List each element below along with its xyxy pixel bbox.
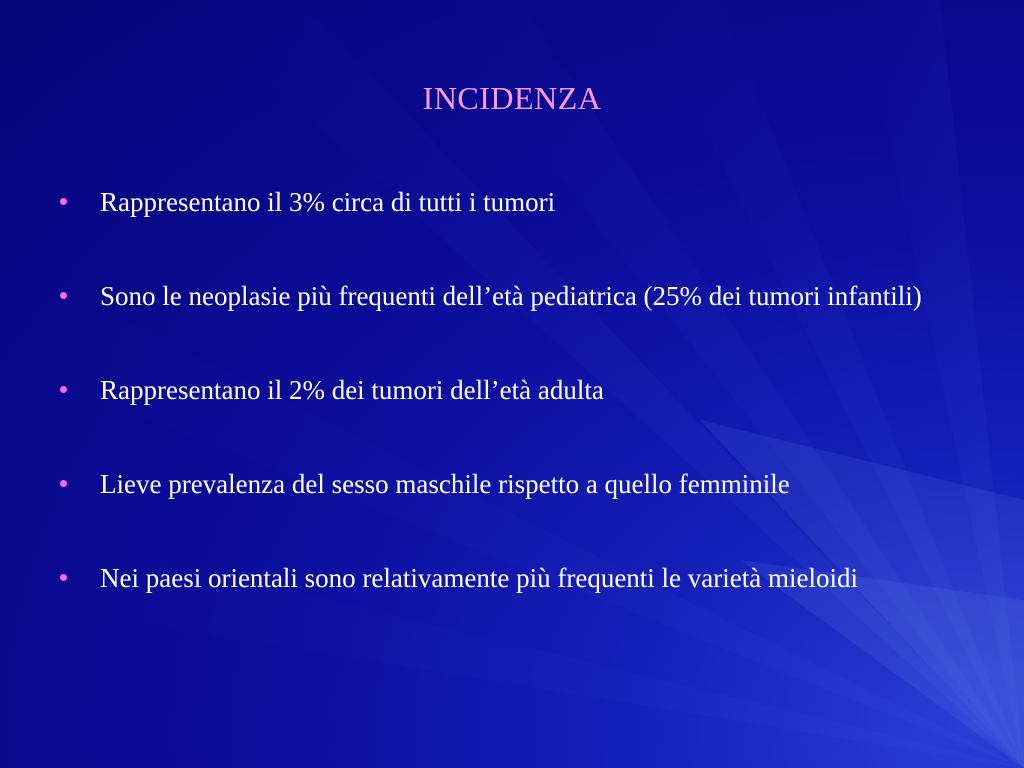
bullet-dot-icon xyxy=(60,292,67,299)
bullet-dot-icon xyxy=(60,574,67,581)
slide-title: INCIDENZA xyxy=(422,80,602,116)
bullet-dot-icon xyxy=(60,386,67,393)
bullet-text: Sono le neoplasie più frequenti dell’età pediatrica (25% dei tumori infantili) xyxy=(100,281,922,311)
bullet-dot-icon xyxy=(60,198,67,205)
bullet-list xyxy=(60,184,964,654)
bullet-text: Nei paesi orientali sono relativamente più frequenti le varietà mieloidi xyxy=(100,563,858,593)
bullet-dot-icon xyxy=(60,480,67,487)
bullet-text: Rappresentano il 3% circa di tutti i tumori xyxy=(100,187,556,217)
bullet-text: Rappresentano il 2% dei tumori dell’età adulta xyxy=(100,375,604,405)
bullet-item xyxy=(60,560,964,596)
bullet-item xyxy=(60,372,964,408)
bullet-item xyxy=(60,466,964,502)
bullet-item xyxy=(60,184,964,220)
bullet-text: Lieve prevalenza del sesso maschile rispetto a quello femminile xyxy=(100,469,790,499)
bullet-item xyxy=(60,278,964,314)
